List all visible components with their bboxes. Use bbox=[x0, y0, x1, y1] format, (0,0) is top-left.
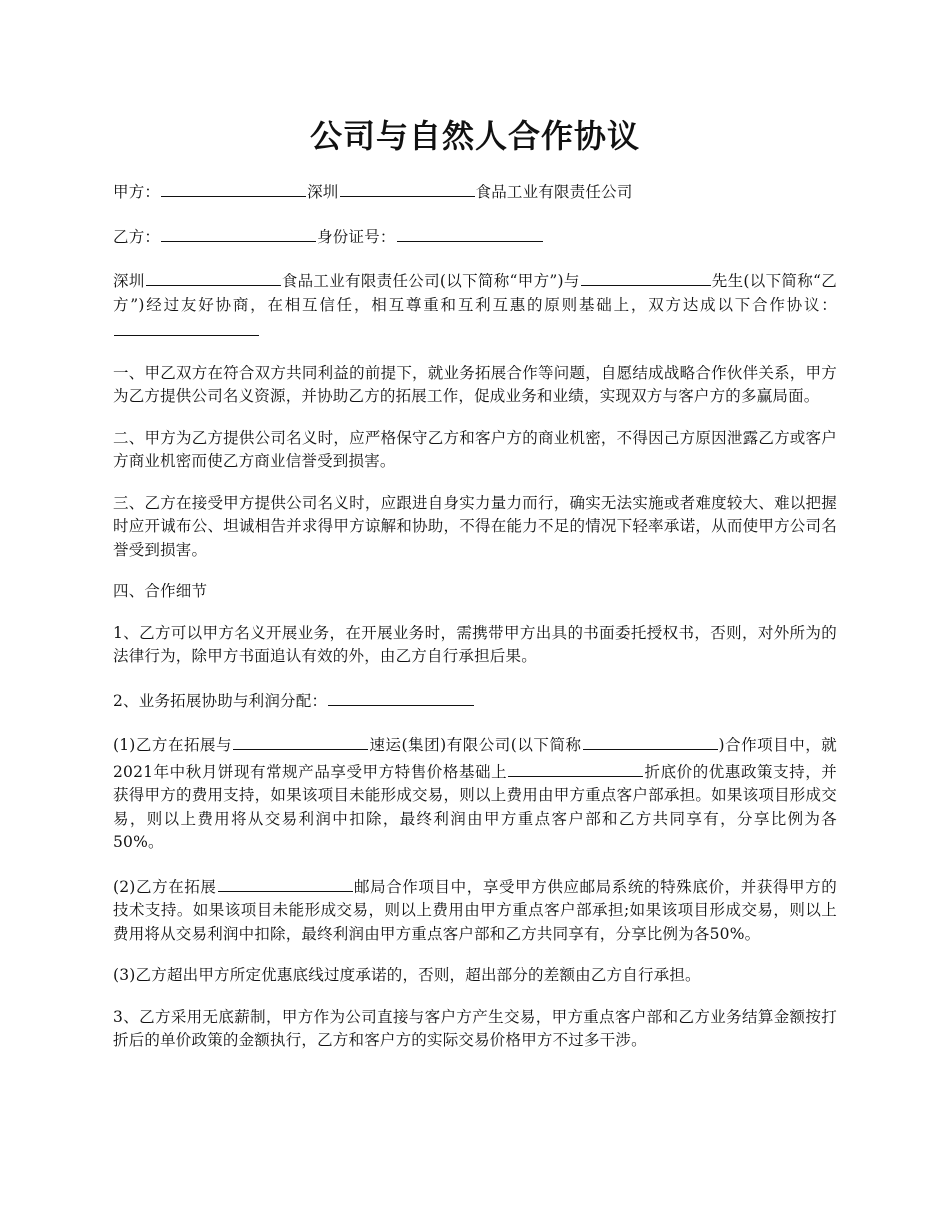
party-b-blank-1 bbox=[161, 223, 316, 242]
item-2-heading bbox=[113, 687, 837, 714]
sub-2-text-2: 邮局合作项目中，享受甲方供应邮局系统的特殊底价，并获得甲方的技术支持。如果该项目未能形成交易，则以上费用由甲方重点客户部承担;如果该项目形成交易，则以上费用将从交易利润中扣除，最终利润由甲方重点客户部和乙方共同享有，分享比例为各50%。 bbox=[113, 877, 837, 943]
preamble-text-3: 先生(以下简称“乙方”)经过友好协商，在相互信任，相互尊重和互利互惠的原则基础上，双方达成以下合作协议： bbox=[113, 272, 837, 314]
sub-2-blank-1 bbox=[218, 873, 353, 892]
item-2-heading-text: 2、业务拓展协助与利润分配： bbox=[113, 691, 328, 710]
sub-1-blank-3 bbox=[508, 758, 643, 777]
clause-1: 一、甲乙双方在符合双方共同利益的前提下，就业务拓展合作等问题，自愿结成战略合作伙伴关系，甲方为乙方提供公司名义资源，并协助乙方的拓展工作，促成业务和业绩，实现双方与客户方的多赢局面。 bbox=[113, 363, 837, 405]
preamble-blank-2 bbox=[581, 267, 711, 286]
sub-2-text-1: (2)乙方在拓展 bbox=[113, 877, 217, 896]
sub-1-blank-2 bbox=[583, 731, 718, 750]
document-body bbox=[113, 178, 837, 1071]
party-a-mid: 深圳 bbox=[307, 183, 339, 201]
clause-3: 三、乙方在接受甲方提供公司名义时，应跟进自身实力量力而行，确实无法实施或者难度较大、难以把握时应开诚布公、坦诚相告并求得甲方谅解和协助，不得在能力不足的情况下轻率承诺，从而使甲方公司名誉受到损害。 bbox=[113, 493, 837, 559]
party-a-line bbox=[113, 178, 837, 205]
sub-1-text-4: 折底价的优惠政策支持，并获得甲方的费用支持，如果该项目未能形成交易，则以上费用由甲方重点客户部承担。如果该项目形成交易，则以上费用将从交易利润中扣除，最终利润由甲方重点客户部和乙方共同享有，分享比例为各50%。 bbox=[113, 762, 837, 851]
sub-1-text-3: )合作项目中，就2021年中秋月饼现有常规产品享受甲方特售价格基础上 bbox=[113, 736, 837, 781]
item-1: 1、乙方可以甲方名义开展业务，在开展业务时，需携带甲方出具的书面委托授权书，否则，对外所为的法律行为，除甲方书面追认有效的外，由乙方自行承担后果。 bbox=[113, 623, 837, 665]
party-a-label: 甲方： bbox=[113, 183, 161, 201]
clause-2: 二、甲方为乙方提供公司名义时，应严格保守乙方和客户方的商业机密，不得因己方原因泄露乙方或客户方商业机密而使乙方商业信誉受到损害。 bbox=[113, 428, 837, 470]
preamble-blank-1 bbox=[146, 267, 281, 286]
sub-item-1 bbox=[113, 731, 837, 855]
party-b-id-label: 身份证号： bbox=[317, 227, 396, 246]
sub-item-2 bbox=[113, 873, 837, 947]
party-b-id-blank bbox=[397, 223, 543, 242]
party-a-blank-1 bbox=[161, 178, 306, 197]
item-3: 3、乙方采用无底薪制，甲方作为公司直接与客户方产生交易，甲方重点客户部和乙方业务结算金额按打折后的单价政策的金额执行，乙方和客户方的实际交易价格甲方不过多干涉。 bbox=[113, 1007, 837, 1049]
sub-1-blank-1 bbox=[233, 731, 368, 750]
preamble-blank-3 bbox=[114, 317, 259, 336]
sub-item-3: (3)乙方超出甲方所定优惠底线过度承诺的，否则，超出部分的差额由乙方自行承担。 bbox=[113, 966, 701, 984]
sub-1-text-2: 速运(集团)有限公司(以下简称 bbox=[369, 736, 582, 754]
document-title: 公司与自然人合作协议 bbox=[309, 117, 640, 155]
party-a-blank-2 bbox=[340, 178, 475, 197]
clause-4-heading: 四、合作细节 bbox=[113, 582, 208, 600]
party-b-label: 乙方： bbox=[113, 227, 161, 246]
preamble-text-1: 深圳 bbox=[113, 272, 145, 290]
party-a-suffix: 食品工业有限责任公司 bbox=[475, 183, 633, 201]
preamble bbox=[113, 267, 837, 344]
sub-1-text-1: (1)乙方在拓展与 bbox=[113, 736, 233, 754]
preamble-text-2: 食品工业有限责任公司(以下简称“甲方”)与 bbox=[281, 272, 580, 290]
party-b-line bbox=[113, 223, 837, 250]
item-2-blank bbox=[328, 687, 474, 706]
